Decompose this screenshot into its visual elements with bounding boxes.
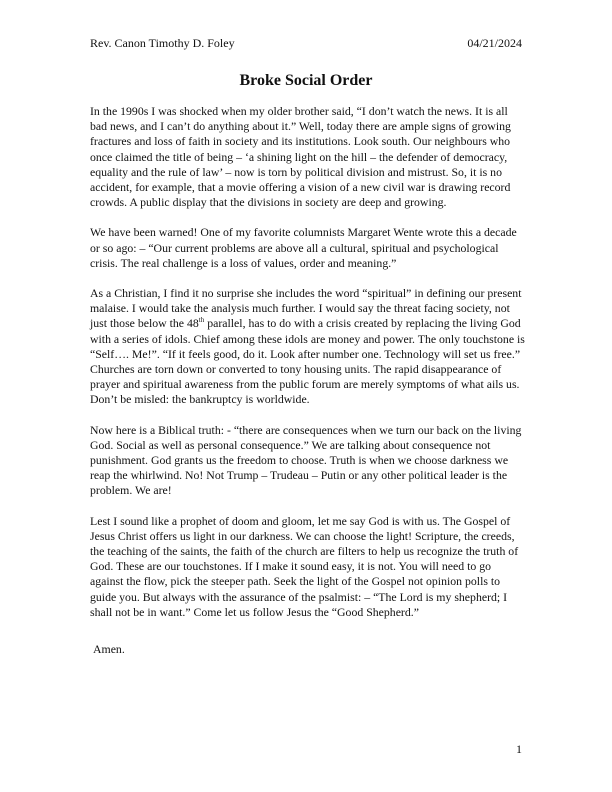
header-date: 04/21/2024 (467, 36, 522, 50)
ordinal-superscript: th (198, 316, 205, 325)
document-title: Broke Social Order (239, 72, 373, 89)
paragraph-1: In the 1990s I was shocked when my older brother said, “I don’t watch the news. It is all bad news, and I can’t do anything about it.” Well, today there are ample signs of growing fractures and loss of faith in society and its institutions. Look south. Our neighbours who once claimed the title of being – ‘a shining light on the hill – the defender of democracy, equality and the rule of law’ – now is torn by political division and mistrust. So, it is no accident, for example, that a movie offering a vision of a new civil war is drawing record crowds. A public display that the divisions in society are deep and growing. (90, 104, 511, 210)
closing-amen: Amen. (93, 642, 125, 657)
paragraph-3 (90, 286, 526, 408)
paragraph-3-part-1: As a Christian, I find it no surprise she includes the word “spiritual” in defining our present malaise. I would take the analysis much further. I would say the threat facing society, not just those below the 48 (90, 286, 522, 331)
paragraph-5: Lest I sound like a prophet of doom and gloom, let me say God is with us. The Gospel of Jesus Christ offers us light in our darkness. We can choose the light! Scripture, the creeds, the teaching of the saints, the faith of the church are filters to help us recognize the truth of God. These are our touchstones. If I make it sound easy, it is not. You will need to go against the flow, pick the steeper path. Seek the light of the Gospel not opinion polls to guide you. But always with the assurance of the psalmist: – “The Lord is my shepherd; I shall not be in want.” Come let us follow Jesus the “Good Shepherd.” (90, 513, 519, 619)
paragraph-4: Now here is a Biblical truth: - “there are consequences when we turn our back on the living God. Social as well as personal consequence.” We are talking about consequence not punishment. God grants us the freedom to choose. Truth is when we choose darkness we reap the whirlwind. No! Not Trump – Trudeau – Putin or any other political leader is the problem. We are! (90, 422, 522, 498)
header-author: Rev. Canon Timothy D. Foley (90, 36, 235, 50)
paragraph-2: We have been warned! One of my favorite columnists Margaret Wente wrote this a decade or so ago: – “Our current problems are above all a cultural, spiritual and psychological crisis. The real challenge is a loss of values, order and meaning.” (90, 225, 517, 270)
document-body (90, 104, 526, 672)
paragraph-3-part-2: parallel, has to do with a crisis created by replacing the living God with a series of idols. Chief among these idols are money and power. The only touchstone is “Self…. Me!”. “If it feels good, do it. Look after number one. Technology will set us free.” Churches are torn down or converted to tony housing units. The rapid disappearance of prayer and spiritual awareness from the public forum are merely symptoms of what ails us. Don’t be misled: the bankruptcy is worldwide. (90, 316, 525, 407)
page-number: 1 (516, 742, 522, 756)
